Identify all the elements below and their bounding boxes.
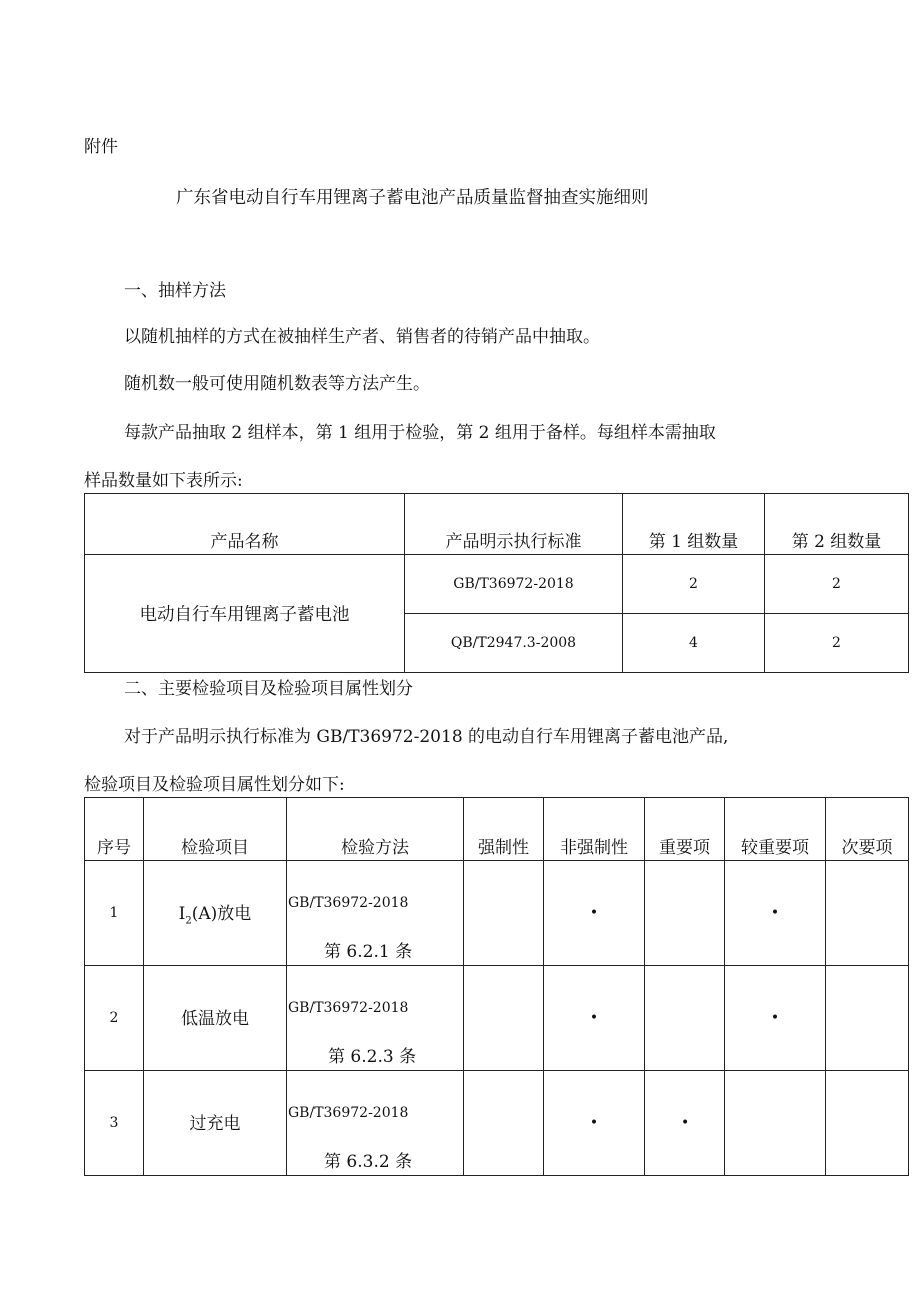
section1-para3-line1: 每款产品抽取 2 组样本，第 1 组用于检验，第 2 组用于备样。每组样本需抽取 <box>124 423 716 443</box>
header-group2-qty: 第 2 组数量 <box>765 494 909 555</box>
group1-qty-cell: 2 <box>623 555 765 614</box>
method-cell <box>287 966 464 1071</box>
table-row <box>85 966 909 1071</box>
fairly-important-mark: • <box>725 966 826 1071</box>
section1-para3-line2: 样品数量如下表所示: <box>84 471 243 491</box>
item-rest: (A)放电 <box>191 904 252 925</box>
item-subscript: 2 <box>185 915 192 927</box>
method-clause: 第 6.2.3 条 <box>328 1047 417 1067</box>
mandatory-mark <box>464 861 544 966</box>
document-title: 广东省电动自行车用锂离子蓄电池产品质量监督抽查实施细则 <box>176 188 649 208</box>
important-mark <box>645 861 725 966</box>
row-number: 3 <box>85 1071 144 1176</box>
header-group1-qty: 第 1 组数量 <box>623 494 765 555</box>
table-row <box>85 1071 909 1176</box>
non-mandatory-mark: • <box>544 861 645 966</box>
section1-para2: 随机数一般可使用随机数表等方法产生。 <box>124 374 430 394</box>
row-number: 2 <box>85 966 144 1071</box>
section1-para1: 以随机抽样的方式在被抽样生产者、销售者的待销产品中抽取。 <box>124 327 600 347</box>
mandatory-mark <box>464 1071 544 1176</box>
header-mandatory: 强制性 <box>464 798 544 861</box>
header-minor: 次要项 <box>826 798 909 861</box>
standard-cell: GB/T36972-2018 <box>405 555 623 614</box>
header-standard: 产品明示执行标准 <box>405 494 623 555</box>
section2-para1: 对于产品明示执行标准为 GB/T36972-2018 的电动自行车用锂离子蓄电池产品, <box>124 727 729 747</box>
item-main: I <box>178 904 186 925</box>
minor-mark <box>826 1071 909 1176</box>
standard-cell: QB/T2947.3-2008 <box>405 614 623 673</box>
table-header-row <box>85 798 909 861</box>
sample-quantity-table <box>84 493 909 673</box>
table-row <box>85 861 909 966</box>
header-method: 检验方法 <box>287 798 464 861</box>
item-main: 低温放电 <box>181 1009 249 1030</box>
item-name <box>144 861 287 966</box>
item-name <box>144 1071 287 1176</box>
header-no: 序号 <box>85 798 144 861</box>
fairly-important-mark <box>725 1071 826 1176</box>
header-important: 重要项 <box>645 798 725 861</box>
mandatory-mark <box>464 966 544 1071</box>
section2-para2: 检验项目及检验项目属性划分如下: <box>84 775 345 795</box>
important-mark: • <box>645 1071 725 1176</box>
group2-qty-cell: 2 <box>765 614 909 673</box>
method-standard: GB/T36972-2018 <box>288 1105 409 1121</box>
row-number: 1 <box>85 861 144 966</box>
method-clause: 第 6.3.2 条 <box>324 1152 413 1172</box>
method-cell <box>287 861 464 966</box>
item-name <box>144 966 287 1071</box>
section2-heading: 二、主要检验项目及检验项目属性划分 <box>124 679 413 699</box>
group1-qty-cell: 4 <box>623 614 765 673</box>
method-clause: 第 6.2.1 条 <box>324 942 413 962</box>
table-header-row <box>85 494 909 555</box>
fairly-important-mark: • <box>725 861 826 966</box>
minor-mark <box>826 861 909 966</box>
method-standard: GB/T36972-2018 <box>288 1000 409 1016</box>
attachment-label: 附件 <box>84 137 118 157</box>
inspection-items-table <box>84 797 909 1176</box>
product-name-cell: 电动自行车用锂离子蓄电池 <box>85 555 405 673</box>
method-cell <box>287 1071 464 1176</box>
item-main: 过充电 <box>189 1114 241 1135</box>
non-mandatory-mark: • <box>544 1071 645 1176</box>
non-mandatory-mark: • <box>544 966 645 1071</box>
header-item: 检验项目 <box>144 798 287 861</box>
group2-qty-cell: 2 <box>765 555 909 614</box>
header-non-mandatory: 非强制性 <box>544 798 645 861</box>
minor-mark <box>826 966 909 1071</box>
method-standard: GB/T36972-2018 <box>288 895 409 911</box>
section1-heading: 一、抽样方法 <box>124 281 226 301</box>
important-mark <box>645 966 725 1071</box>
header-fairly-important: 较重要项 <box>725 798 826 861</box>
table-row <box>85 555 909 614</box>
header-product-name: 产品名称 <box>85 494 405 555</box>
